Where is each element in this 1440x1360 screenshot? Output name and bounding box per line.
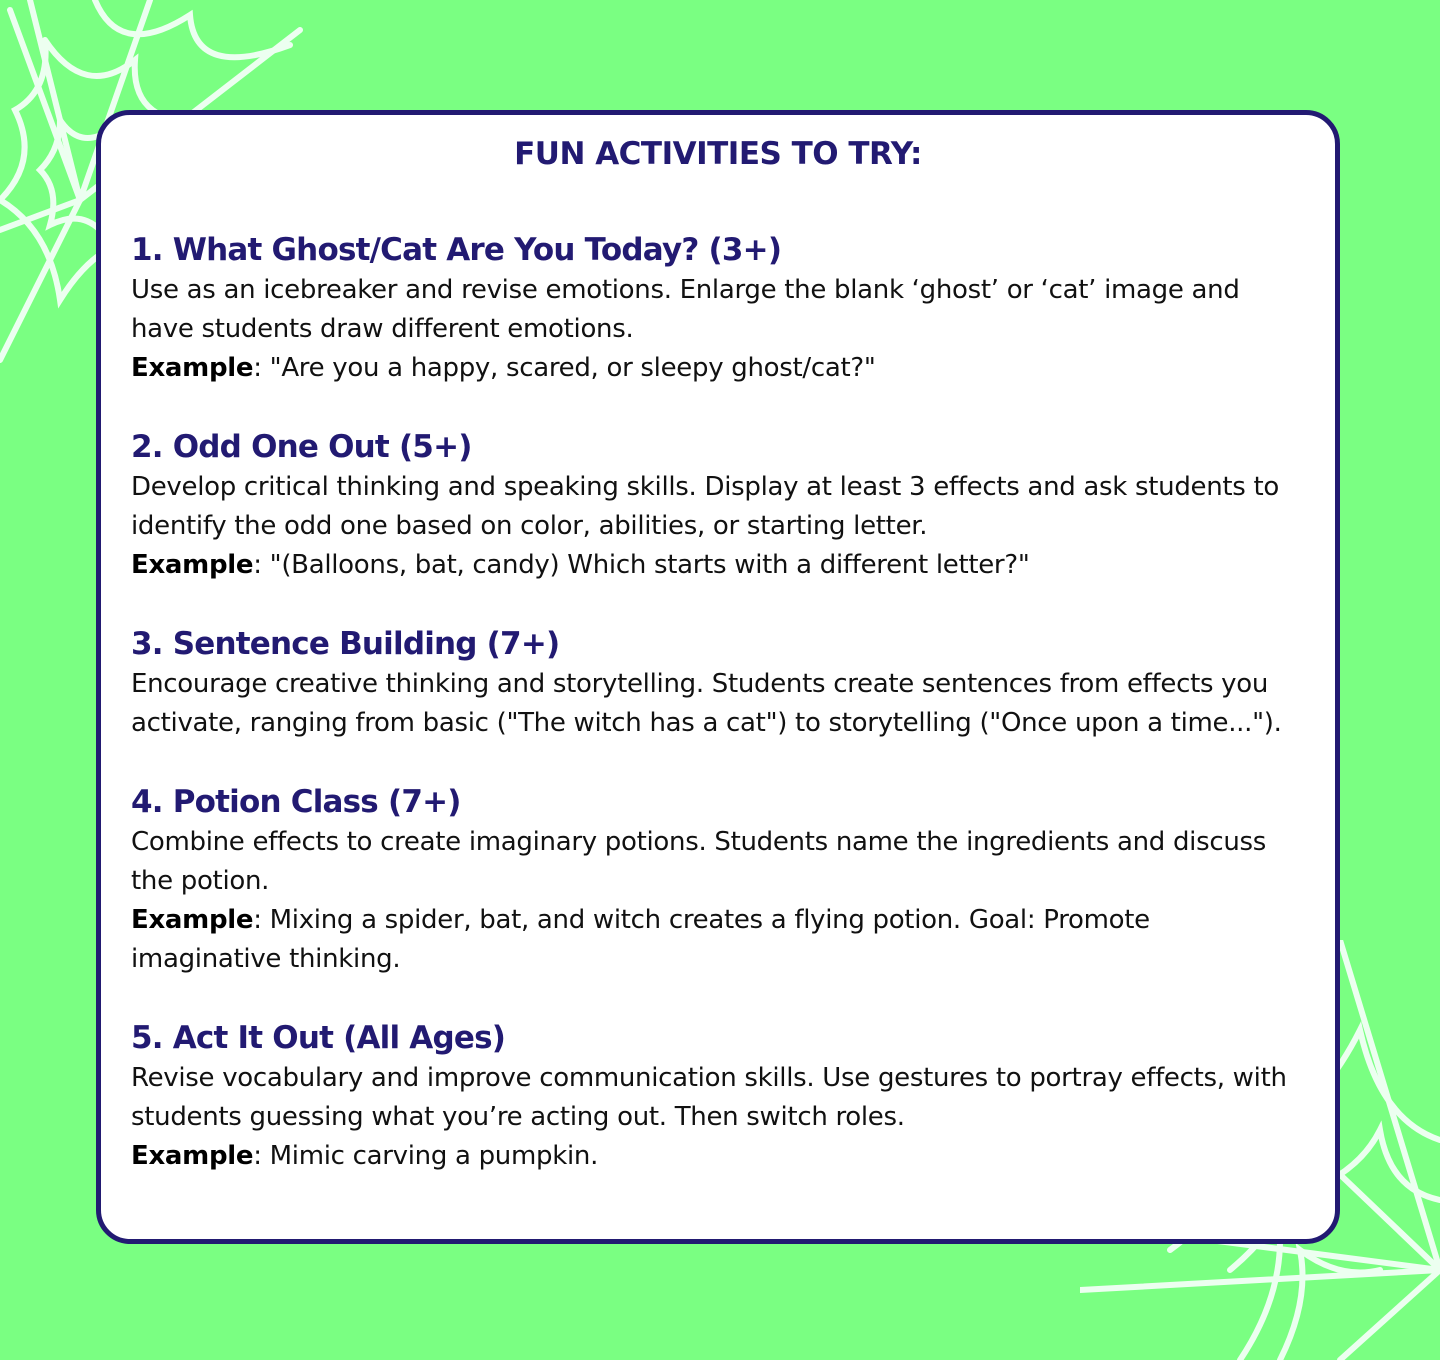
activity-heading: 2. Odd One Out (5+): [131, 429, 472, 465]
activity-2: [131, 426, 1305, 585]
activity-description: Develop critical thinking and speaking skills. Display at least 3 effects and ask students to identify the odd one based on color, abilities, or starting letter.: [131, 472, 1280, 541]
activity-3: [131, 623, 1305, 743]
activity-heading: 4. Potion Class (7+): [131, 784, 461, 820]
activity-example: [131, 546, 1305, 585]
example-label: Example: [131, 1141, 254, 1171]
activity-description: Combine effects to create imaginary potions. Students name the ingredients and discuss the potion.: [131, 827, 1267, 896]
example-text: : Mixing a spider, bat, and witch creates a flying potion. Goal: Promote imaginative thinking.: [131, 905, 1150, 974]
example-text: : "(Balloons, bat, candy) Which starts with a different letter?": [253, 550, 1030, 580]
example-label: Example: [131, 905, 254, 935]
page-title: FUN ACTIVITIES TO TRY:: [514, 136, 922, 172]
activity-description: Encourage creative thinking and storytelling. Students create sentences from effects you activate, ranging from basic ("The witch has a cat") to storytelling ("Once upon a time...").: [131, 669, 1282, 738]
activity-example: [131, 349, 1305, 388]
example-text: : "Are you a happy, scared, or sleepy ghost/cat?": [253, 353, 876, 383]
example-text: : Mimic carving a pumpkin.: [253, 1141, 599, 1171]
activity-heading: 1. What Ghost/Cat Are You Today? (3+): [131, 232, 782, 268]
activity-4: [131, 781, 1305, 979]
activity-heading: 3. Sentence Building (7+): [131, 626, 560, 662]
example-label: Example: [131, 550, 254, 580]
example-label: Example: [131, 353, 254, 383]
activity-example: [131, 901, 1305, 979]
activity-description: Revise vocabulary and improve communication skills. Use gestures to portray effects, with students guessing what you’re acting out. Then switch roles.: [131, 1063, 1287, 1132]
activities-card: [96, 110, 1340, 1244]
activity-5: [131, 1017, 1305, 1176]
activity-description: Use as an icebreaker and revise emotions. Enlarge the blank ‘ghost’ or ‘cat’ image and have students draw different emotions.: [131, 275, 1240, 344]
activity-heading: 5. Act It Out (All Ages): [131, 1020, 506, 1056]
activity-example: [131, 1137, 1305, 1176]
activity-1: [131, 229, 1305, 388]
